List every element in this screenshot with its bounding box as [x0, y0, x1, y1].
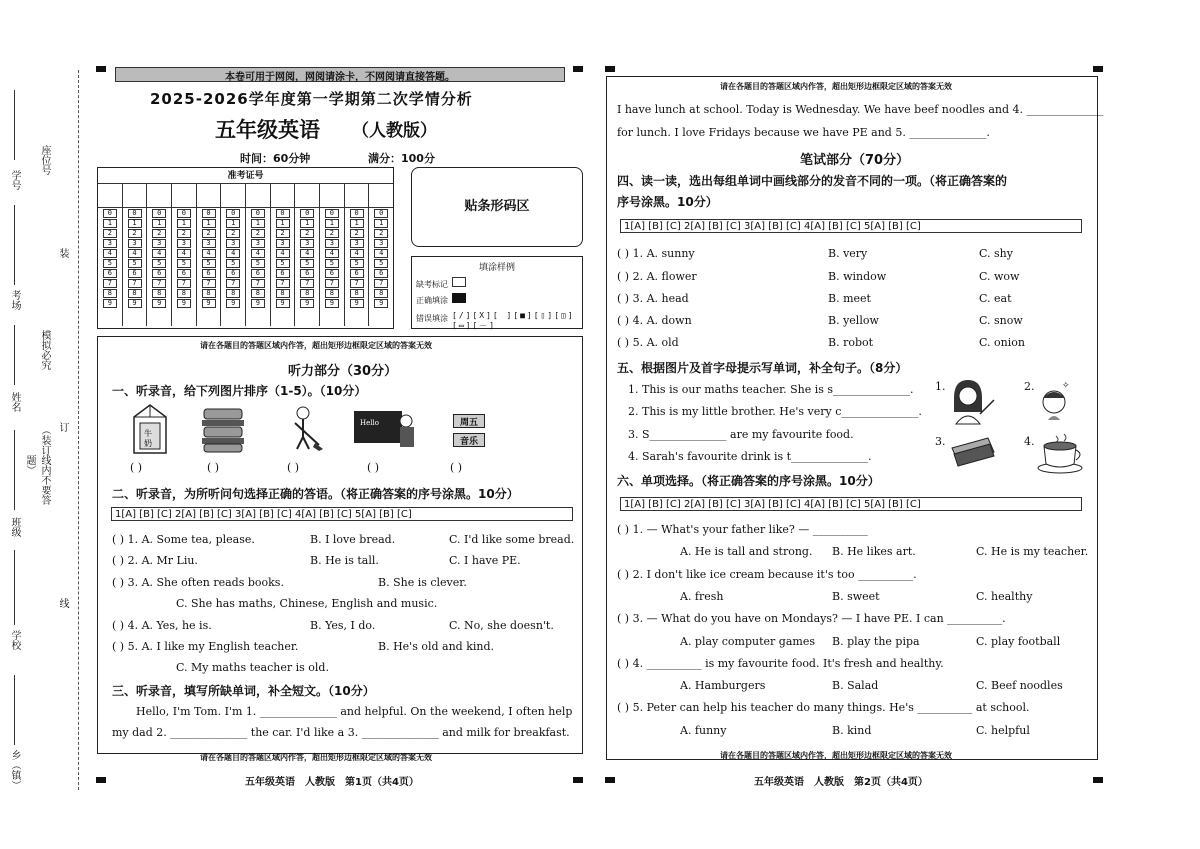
- digit-bubble[interactable]: 4: [152, 249, 166, 258]
- digit-bubble[interactable]: 0: [202, 209, 216, 218]
- digit-bubble[interactable]: 0: [350, 209, 364, 218]
- q6-3-a: A. play computer games: [680, 635, 815, 648]
- digit-bubble[interactable]: 3: [251, 239, 265, 248]
- fill-wrong-label: 错误填涂: [416, 314, 448, 323]
- digit-bubble[interactable]: 8: [276, 289, 290, 298]
- fill-sample-box: [411, 256, 583, 329]
- digit-bubble[interactable]: 6: [103, 269, 117, 278]
- digit-bubble[interactable]: 1: [128, 219, 142, 228]
- exam-title: 2025-2026学年度第一学期第二次学情分析: [150, 90, 473, 108]
- digit-bubble[interactable]: 4: [325, 249, 339, 258]
- label-student-id: 学号: [9, 170, 20, 190]
- digit-bubble[interactable]: 1: [300, 219, 314, 228]
- digit-bubble[interactable]: 1: [226, 219, 240, 228]
- digit-bubble[interactable]: 5: [251, 259, 265, 268]
- page1-footer: 五年级英语 人教版 第1页（共4页）: [245, 777, 419, 788]
- corner-mark: [573, 66, 583, 72]
- cut-mark: 订: [57, 422, 68, 432]
- digit-column: [295, 208, 320, 326]
- order-blank-5[interactable]: ( ): [450, 461, 463, 474]
- digit-bubble[interactable]: 8: [103, 289, 117, 298]
- digit-bubble[interactable]: 3: [128, 239, 142, 248]
- digit-bubble[interactable]: 3: [177, 239, 191, 248]
- digit-bubble[interactable]: 7: [103, 279, 117, 288]
- q2-5-stem: ( ) 5. A. I like my English teacher.: [112, 640, 299, 653]
- digit-bubble[interactable]: 8: [128, 289, 142, 298]
- q2-2-option-c: C. I have PE.: [449, 554, 521, 567]
- digit-bubble[interactable]: 3: [226, 239, 240, 248]
- q2-3-stem: ( ) 3. A. She often reads books.: [112, 576, 284, 589]
- digit-bubble[interactable]: 4: [177, 249, 191, 258]
- digit-bubble[interactable]: 9: [300, 299, 314, 308]
- digit-bubble[interactable]: 4: [202, 249, 216, 258]
- cut-mark: 线: [57, 598, 68, 608]
- digit-bubble[interactable]: 3: [276, 239, 290, 248]
- order-blank-2[interactable]: ( ): [207, 461, 220, 474]
- digit-bubble[interactable]: 6: [325, 269, 339, 278]
- missing-mark-bubble[interactable]: [452, 277, 466, 287]
- digit-bubble[interactable]: 2: [251, 229, 265, 238]
- area-notice-bottom: 请在各题目的答题区域内作答，超出矩形边框限定区域的答案无效: [200, 753, 432, 762]
- binding-margin: [0, 0, 92, 849]
- digit-bubble[interactable]: 6: [226, 269, 240, 278]
- exam-number-grid: [97, 167, 394, 329]
- q2-4-option-c: C. No, she doesn't.: [449, 619, 554, 632]
- digit-bubble[interactable]: 8: [152, 289, 166, 298]
- digit-bubble[interactable]: 0: [177, 209, 191, 218]
- digit-bubble[interactable]: 6: [276, 269, 290, 278]
- reading-notice: 本卷可用于网阅，网阅请涂卡，不网阅请直接答题。: [115, 67, 565, 82]
- digit-column: [147, 208, 172, 326]
- digit-bubble[interactable]: 8: [177, 289, 191, 298]
- q4-1-a: ( ) 1. A. sunny: [617, 247, 695, 260]
- barcode-area: [411, 167, 583, 247]
- digit-bubble[interactable]: 7: [325, 279, 339, 288]
- digit-column: [221, 208, 246, 326]
- digit-bubble[interactable]: 9: [152, 299, 166, 308]
- q6-3-b: B. play the pipa: [832, 635, 920, 648]
- q4-1-b: B. very: [828, 247, 868, 260]
- corner-mark: [573, 777, 583, 783]
- q6-4-stem: ( ) 4. __________ is my favourite food. It's fresh and healthy.: [617, 657, 944, 670]
- wrong-fill-samples: [/][X][ ][■][▯][◫][▭][－]: [452, 311, 575, 330]
- digit-bubble[interactable]: 2: [152, 229, 166, 238]
- field-line: [14, 550, 15, 625]
- digit-bubble[interactable]: 5: [152, 259, 166, 268]
- corner-mark: [96, 777, 106, 783]
- q2-2-option-b: B. He is tall.: [310, 554, 379, 567]
- digit-bubble[interactable]: 0: [276, 209, 290, 218]
- digit-bubble[interactable]: 4: [374, 249, 388, 258]
- q6-5-b: B. kind: [832, 724, 872, 737]
- digit-bubble[interactable]: 4: [350, 249, 364, 258]
- digit-bubble[interactable]: 6: [251, 269, 265, 278]
- digit-bubble[interactable]: 0: [103, 209, 117, 218]
- section5-heading: 五、根据图片及首字母提示写单词，补全句子。（8分）: [617, 361, 908, 375]
- digit-bubble[interactable]: 2: [300, 229, 314, 238]
- area-notice-p2-bottom: 请在各题目的答题区域内作答，超出矩形边框限定区域的答案无效: [720, 751, 952, 760]
- label-town: 乡（镇）: [9, 750, 20, 790]
- fill-correct-label: 正确填涂: [416, 296, 448, 305]
- q6-2-c: C. healthy: [976, 590, 1033, 603]
- digit-bubble[interactable]: 2: [350, 229, 364, 238]
- digit-bubble[interactable]: 4: [226, 249, 240, 258]
- q5-1[interactable]: 1. This is our maths teacher. She is s______________.: [628, 383, 914, 396]
- digit-column: [123, 208, 148, 326]
- q4-2-a: ( ) 2. A. flower: [617, 270, 697, 283]
- q2-1-option-b: B. I love bread.: [310, 533, 396, 546]
- digit-bubble[interactable]: 2: [325, 229, 339, 238]
- q4-4-c: C. snow: [979, 314, 1023, 327]
- q6-2-b: B. sweet: [832, 590, 880, 603]
- label-school: 学校: [9, 630, 20, 650]
- section3-line2[interactable]: my dad 2. ______________ the car. I'd like a 3. ______________ and milk for breakfast.: [112, 726, 570, 739]
- q6-5-c: C. helpful: [976, 724, 1030, 737]
- fill-missing-label: 缺考标记: [416, 280, 448, 289]
- digit-bubble[interactable]: 5: [300, 259, 314, 268]
- q2-1-option-c: C. I'd like some bread.: [449, 533, 575, 546]
- digit-bubble[interactable]: 8: [226, 289, 240, 298]
- section4-answer-bubbles[interactable]: 1[A] [B] [C] 2[A] [B] [C] 3[A] [B] [C] 4[A] [B] [C] 5[A] [B] [C]: [620, 219, 1082, 233]
- teacher-picture: [946, 378, 998, 426]
- binding-line: [78, 70, 79, 790]
- cut-mark: 装: [57, 248, 68, 258]
- digit-bubble[interactable]: 3: [152, 239, 166, 248]
- pic-num-1: 1.: [935, 380, 946, 393]
- digit-bubble[interactable]: 0: [226, 209, 240, 218]
- order-blank-3[interactable]: ( ): [287, 461, 300, 474]
- digit-bubble[interactable]: 9: [177, 299, 191, 308]
- q2-4-stem: ( ) 4. A. Yes, he is.: [112, 619, 212, 632]
- digit-column: [271, 208, 296, 326]
- digit-bubble[interactable]: 2: [374, 229, 388, 238]
- digit-bubble[interactable]: 4: [128, 249, 142, 258]
- q5-3[interactable]: 3. S______________ are my favourite food.: [628, 428, 854, 441]
- milk-carton-picture: [128, 403, 172, 455]
- order-blank-1[interactable]: ( ): [130, 461, 143, 474]
- sandwich-picture: [200, 405, 246, 453]
- digit-bubble[interactable]: 0: [128, 209, 142, 218]
- label-exam-room: 考场: [9, 290, 20, 310]
- digit-bubble[interactable]: 4: [300, 249, 314, 258]
- q2-5-option-b: B. He's old and kind.: [378, 640, 495, 653]
- digit-bubble[interactable]: 9: [251, 299, 265, 308]
- section3-line1[interactable]: Hello, I'm Tom. I'm 1. ______________ and helpful. On the weekend, I often help: [136, 705, 573, 718]
- binding-warning: （装订线内不要答题）: [24, 425, 50, 505]
- digit-bubble[interactable]: 1: [251, 219, 265, 228]
- digit-bubble[interactable]: 4: [276, 249, 290, 258]
- q2-3-option-c: C. She has maths, Chinese, English and music.: [176, 597, 438, 610]
- q2-4-option-b: B. Yes, I do.: [310, 619, 376, 632]
- digit-bubble[interactable]: 3: [202, 239, 216, 248]
- digit-bubble[interactable]: 8: [251, 289, 265, 298]
- digit-bubble[interactable]: 4: [251, 249, 265, 258]
- svg-text:牛: 牛: [144, 429, 152, 438]
- digit-bubble[interactable]: 3: [374, 239, 388, 248]
- field-line: [14, 325, 15, 385]
- digit-bubble[interactable]: 6: [152, 269, 166, 278]
- digit-bubble[interactable]: 3: [350, 239, 364, 248]
- digit-column: [246, 208, 271, 326]
- fill-sample-title: 填涂样例: [478, 263, 515, 273]
- q6-1-stem: ( ) 1. — What's your father like? — __________: [617, 523, 868, 536]
- q4-2-c: C. wow: [979, 270, 1020, 283]
- corner-mark: [605, 777, 615, 783]
- pic-num-3: 3.: [935, 435, 946, 448]
- digit-bubble[interactable]: 8: [374, 289, 388, 298]
- barcode-label: 贴条形码区: [464, 199, 530, 214]
- field-line: [14, 430, 15, 510]
- digit-bubble[interactable]: 2: [103, 229, 117, 238]
- digit-bubble[interactable]: 7: [374, 279, 388, 288]
- section6-answer-bubbles[interactable]: 1[A] [B] [C] 2[A] [B] [C] 3[A] [B] [C] 4[A] [B] [C] 5[A] [B] [C]: [620, 497, 1082, 511]
- exam-number-label: 准考证号: [98, 168, 393, 184]
- digit-bubbles[interactable]: [98, 208, 393, 326]
- q6-2-a: A. fresh: [680, 590, 724, 603]
- digit-bubble[interactable]: 5: [325, 259, 339, 268]
- q4-3-a: ( ) 3. A. head: [617, 292, 689, 305]
- digit-bubble[interactable]: 1: [276, 219, 290, 228]
- exam-number-input-row[interactable]: [98, 184, 393, 208]
- field-line: [14, 90, 15, 160]
- q6-4-c: C. Beef noodles: [976, 679, 1063, 692]
- label-class: 班级: [9, 517, 20, 537]
- area-notice-p2: 请在各题目的答题区域内作答，超出矩形边框限定区域的答案无效: [720, 82, 952, 91]
- q4-5-b: B. robot: [828, 336, 874, 349]
- blackboard-text: Hello: [360, 419, 379, 427]
- corner-mark: [1093, 66, 1103, 72]
- digit-bubble[interactable]: 7: [350, 279, 364, 288]
- q2-3-option-b: B. She is clever.: [378, 576, 467, 589]
- tea-cup-picture: [1036, 432, 1086, 474]
- digit-bubble[interactable]: 1: [350, 219, 364, 228]
- pic-num-2: 2.: [1024, 380, 1035, 393]
- section2-heading: 二、听录音，为所听问句选择正确的答语。（将正确答案的序号涂黑。10分）: [112, 487, 519, 501]
- digit-bubble[interactable]: 0: [152, 209, 166, 218]
- digit-bubble[interactable]: 3: [103, 239, 117, 248]
- boy-sweeping-picture: [285, 405, 325, 453]
- section1-heading: 一、听录音，给下列图片排序（1-5）。（10分）: [112, 384, 367, 398]
- digit-column: [345, 208, 370, 326]
- digit-bubble[interactable]: 6: [128, 269, 142, 278]
- digit-bubble[interactable]: 5: [350, 259, 364, 268]
- digit-bubble[interactable]: 5: [276, 259, 290, 268]
- score-label: 满分：100分: [368, 152, 435, 165]
- svg-text:✧: ✧: [1062, 381, 1070, 391]
- listening-heading: 听力部分（30分）: [288, 364, 398, 379]
- digit-bubble[interactable]: 8: [202, 289, 216, 298]
- label-name: 姓名: [9, 392, 20, 412]
- digit-bubble[interactable]: 9: [103, 299, 117, 308]
- q4-5-c: C. onion: [979, 336, 1025, 349]
- q6-5-stem: ( ) 5. Peter can help his teacher do many things. He's __________ at school.: [617, 701, 1030, 714]
- digit-bubble[interactable]: 8: [325, 289, 339, 298]
- pic-num-4: 4.: [1024, 435, 1035, 448]
- friday-card: 周五: [453, 414, 485, 428]
- digit-bubble[interactable]: 1: [374, 219, 388, 228]
- section4-heading-cont: 序号涂黑。10分）: [617, 195, 718, 209]
- q6-2-stem: ( ) 2. I don't like ice cream because it's too __________.: [617, 568, 917, 581]
- digit-bubble[interactable]: 5: [226, 259, 240, 268]
- digit-bubble[interactable]: 7: [202, 279, 216, 288]
- digit-bubble[interactable]: 3: [325, 239, 339, 248]
- time-label: 时间：60分钟: [240, 152, 311, 165]
- digit-bubble[interactable]: 5: [177, 259, 191, 268]
- digit-bubble[interactable]: 2: [276, 229, 290, 238]
- digit-bubble[interactable]: 1: [202, 219, 216, 228]
- q6-5-a: A. funny: [680, 724, 727, 737]
- q4-2-b: B. window: [828, 270, 887, 283]
- digit-bubble[interactable]: 5: [128, 259, 142, 268]
- section6-heading: 六、单项选择。（将正确答案的序号涂黑。10分）: [617, 474, 880, 488]
- digit-bubble[interactable]: 0: [300, 209, 314, 218]
- q6-4-a: A. Hamburgers: [680, 679, 766, 692]
- digit-bubble[interactable]: 7: [300, 279, 314, 288]
- digit-bubble[interactable]: 5: [374, 259, 388, 268]
- digit-bubble[interactable]: 5: [103, 259, 117, 268]
- section4-heading: 四、读一读，选出每组单词中画线部分的发音不同的一项。（将正确答案的: [617, 174, 1008, 188]
- digit-bubble[interactable]: 8: [300, 289, 314, 298]
- field-line: [14, 205, 15, 285]
- digit-bubble[interactable]: 0: [251, 209, 265, 218]
- q4-3-c: C. eat: [979, 292, 1012, 305]
- digit-bubble[interactable]: 1: [325, 219, 339, 228]
- q4-4-a: ( ) 4. A. down: [617, 314, 692, 327]
- field-line: [14, 675, 15, 745]
- boy-picture: [1036, 378, 1076, 422]
- digit-bubble[interactable]: 7: [152, 279, 166, 288]
- digit-bubble[interactable]: 5: [202, 259, 216, 268]
- digit-bubble[interactable]: 9: [350, 299, 364, 308]
- digit-bubble[interactable]: 9: [128, 299, 142, 308]
- corner-mark: [605, 66, 615, 72]
- digit-bubble[interactable]: 0: [325, 209, 339, 218]
- digit-bubble[interactable]: 2: [177, 229, 191, 238]
- q6-1-b: B. He likes art.: [832, 545, 916, 558]
- q6-1-a: A. He is tall and strong.: [680, 545, 813, 558]
- digit-bubble[interactable]: 7: [128, 279, 142, 288]
- digit-bubble[interactable]: 2: [128, 229, 142, 238]
- warning-label: 模拟必究: [39, 330, 50, 370]
- subject-title: 五年级英语: [215, 118, 320, 142]
- q4-3-b: B. meet: [828, 292, 871, 305]
- digit-bubble[interactable]: 9: [202, 299, 216, 308]
- digit-bubble[interactable]: 9: [276, 299, 290, 308]
- q4-4-b: B. yellow: [828, 314, 879, 327]
- q2-1-stem: ( ) 1. A. Some tea, please.: [112, 533, 255, 546]
- teacher-blackboard-picture: [352, 407, 422, 451]
- section3-heading: 三、听录音，填写所缺单词，补全短文。（10分）: [112, 684, 375, 698]
- q5-2[interactable]: 2. This is my little brother. He's very c______________.: [628, 405, 922, 418]
- digit-bubble[interactable]: 7: [276, 279, 290, 288]
- digit-bubble[interactable]: 1: [177, 219, 191, 228]
- page2-footer: 五年级英语 人教版 第2页（共4页）: [754, 777, 928, 788]
- digit-bubble[interactable]: 8: [350, 289, 364, 298]
- digit-bubble[interactable]: 6: [177, 269, 191, 278]
- passage-line2[interactable]: for lunch. I love Fridays because we have PE and 5. ______________.: [617, 126, 990, 139]
- q2-2-stem: ( ) 2. A. Mr Liu.: [112, 554, 198, 567]
- order-blank-4[interactable]: ( ): [367, 461, 380, 474]
- q6-4-b: B. Salad: [832, 679, 879, 692]
- q5-4[interactable]: 4. Sarah's favourite drink is t______________.: [628, 450, 872, 463]
- digit-bubble[interactable]: 1: [103, 219, 117, 228]
- digit-bubble[interactable]: 2: [202, 229, 216, 238]
- svg-text:奶: 奶: [144, 439, 152, 448]
- q2-5-option-c: C. My maths teacher is old.: [176, 661, 329, 674]
- digit-bubble[interactable]: 7: [251, 279, 265, 288]
- seat-label: 座位号: [39, 145, 50, 175]
- section2-answer-bubbles[interactable]: 1[A] [B] [C] 2[A] [B] [C] 3[A] [B] [C] 4[A] [B] [C] 5[A] [B] [C]: [111, 507, 573, 521]
- digit-column: [197, 208, 222, 326]
- digit-column: [320, 208, 345, 326]
- digit-bubble[interactable]: 6: [300, 269, 314, 278]
- digit-bubble[interactable]: 0: [374, 209, 388, 218]
- digit-bubble[interactable]: 7: [177, 279, 191, 288]
- q6-1-c: C. He is my teacher.: [976, 545, 1089, 558]
- digit-column: [98, 208, 123, 326]
- q6-3-c: C. play football: [976, 635, 1061, 648]
- digit-bubble[interactable]: 9: [374, 299, 388, 308]
- area-notice: 请在各题目的答题区域内作答，超出矩形边框限定区域的答案无效: [200, 341, 432, 350]
- written-heading: 笔试部分（70分）: [800, 153, 910, 168]
- corner-mark: [1093, 777, 1103, 783]
- digit-column: [172, 208, 197, 326]
- correct-fill-sample: [452, 293, 466, 303]
- corner-mark: [96, 66, 106, 72]
- edition-label: （人教版）: [352, 121, 437, 141]
- sandwich-picture-2: [948, 434, 998, 470]
- q4-5-a: ( ) 5. A. old: [617, 336, 679, 349]
- digit-bubble[interactable]: 6: [202, 269, 216, 278]
- digit-column: [369, 208, 393, 326]
- digit-bubble[interactable]: 4: [103, 249, 117, 258]
- digit-bubble[interactable]: 9: [226, 299, 240, 308]
- digit-bubble[interactable]: 3: [300, 239, 314, 248]
- digit-bubble[interactable]: 6: [374, 269, 388, 278]
- q6-3-stem: ( ) 3. — What do you have on Mondays? — I have PE. I can __________.: [617, 612, 1006, 625]
- digit-bubble[interactable]: 7: [226, 279, 240, 288]
- passage-line1[interactable]: I have lunch at school. Today is Wednesday. We have beef noodles and 4. ______________: [617, 103, 1104, 116]
- digit-bubble[interactable]: 9: [325, 299, 339, 308]
- digit-bubble[interactable]: 6: [350, 269, 364, 278]
- music-card: 音乐: [453, 433, 485, 447]
- digit-bubble[interactable]: 2: [226, 229, 240, 238]
- digit-bubble[interactable]: 1: [152, 219, 166, 228]
- q4-1-c: C. shy: [979, 247, 1013, 260]
